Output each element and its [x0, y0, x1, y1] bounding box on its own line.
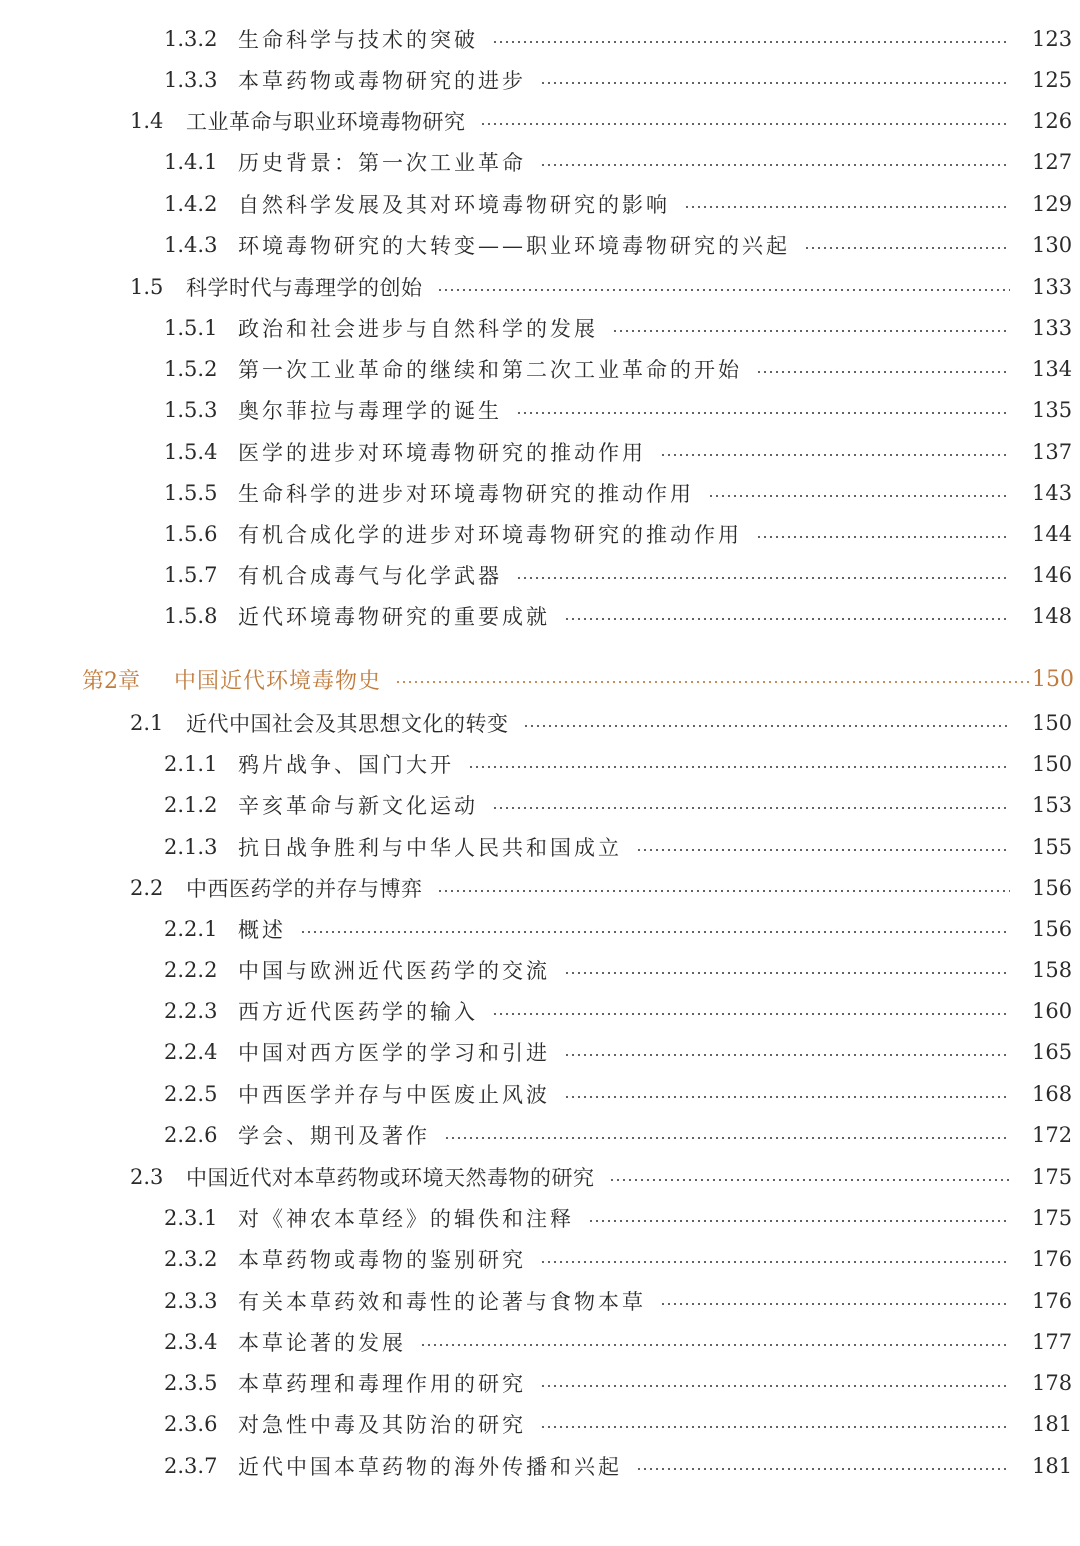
toc-entry-number: 1.5.1	[164, 316, 218, 340]
toc-entry-number: 2.2.3	[164, 999, 218, 1023]
dot-leader	[660, 1303, 1010, 1305]
toc-entry-title: 历史背景：第一次工业革命	[238, 151, 526, 175]
dot-leader	[636, 1468, 1010, 1470]
toc-entry	[0, 1446, 1080, 1486]
toc-entry-title: 有关本草药效和毒性的论著与食物本草	[238, 1290, 646, 1314]
toc-entry-page-number: 125	[1032, 68, 1073, 92]
dot-leader	[708, 495, 1010, 497]
dot-leader	[480, 123, 1011, 125]
toc-entry-title: 中国近代对本草药物或环境天然毒物的研究	[186, 1166, 595, 1190]
dot-leader	[420, 1344, 1010, 1346]
toc-entry-number: 1.3.3	[164, 68, 218, 92]
toc-entry-title: 工业革命与职业环境毒物研究	[186, 110, 466, 134]
toc-entry-title: 对《神农本草经》的辑佚和注释	[238, 1207, 574, 1231]
toc-entry	[0, 267, 1080, 307]
toc-entry-number: 2.2.2	[164, 958, 218, 982]
toc-entry-number: 1.5.8	[164, 604, 218, 628]
toc-entry-number: 1.4.3	[164, 233, 218, 257]
toc-entry-number: 2.2.6	[164, 1123, 218, 1147]
dot-leader	[444, 1137, 1010, 1139]
toc-entry-number: 1.5	[130, 275, 164, 299]
toc-entry-page-number: 123	[1032, 27, 1073, 51]
toc-entry-title: 本草论著的发展	[238, 1331, 406, 1355]
toc-entry-number: 2.3.6	[164, 1412, 218, 1436]
dot-leader	[300, 931, 1010, 933]
toc-entry-page-number: 143	[1032, 481, 1073, 505]
toc-entry	[0, 308, 1080, 348]
toc-entry-number: 1.5.3	[164, 398, 218, 422]
dot-leader	[437, 890, 1011, 892]
toc-entry	[0, 1157, 1080, 1197]
dot-leader	[437, 289, 1011, 291]
toc-entry-title: 抗日战争胜利与中华人民共和国成立	[238, 836, 622, 860]
dot-leader	[540, 1261, 1010, 1263]
toc-entry-page-number: 153	[1032, 793, 1073, 817]
toc-entry-page-number: 178	[1032, 1371, 1073, 1395]
toc-entry-page-number: 150	[1032, 752, 1073, 776]
toc-entry-page-number: 155	[1032, 835, 1073, 859]
toc-entry	[0, 1281, 1080, 1321]
toc-entry-page-number: 148	[1032, 604, 1073, 628]
toc-entry-title: 环境毒物研究的大转变——职业环境毒物研究的兴起	[238, 234, 790, 258]
toc-entry	[0, 868, 1080, 908]
toc-entry	[0, 827, 1080, 867]
dot-leader	[564, 618, 1010, 620]
toc-entry	[0, 991, 1080, 1031]
toc-entry-page-number: 133	[1032, 275, 1073, 299]
toc-entry-title: 辛亥革命与新文化运动	[238, 794, 478, 818]
dot-leader	[804, 247, 1010, 249]
toc-entry-title: 近代中国社会及其思想文化的转变	[186, 712, 509, 736]
toc-entry-page-number: 168	[1032, 1082, 1073, 1106]
toc-entry-number: 2.3.4	[164, 1330, 218, 1354]
toc-entry-page-number: 177	[1032, 1330, 1073, 1354]
toc-entry-page-number: 175	[1032, 1165, 1073, 1189]
dot-leader	[516, 412, 1010, 414]
toc-entry-number: 2.3.3	[164, 1289, 218, 1313]
dot-leader	[516, 577, 1010, 579]
toc-entry-number: 2.1.2	[164, 793, 218, 817]
toc-entry-number: 1.5.4	[164, 440, 218, 464]
dot-leader	[564, 1096, 1010, 1098]
toc-entry-page-number: 156	[1032, 876, 1073, 900]
toc-entry-page-number: 146	[1032, 563, 1073, 587]
toc-entry	[0, 703, 1080, 743]
toc-entry	[0, 432, 1080, 472]
toc-entry	[0, 1074, 1080, 1114]
toc-entry-title: 本草药物或毒物研究的进步	[238, 69, 526, 93]
toc-chapter-entry	[0, 659, 1080, 699]
dot-leader	[612, 330, 1010, 332]
dot-leader	[540, 1385, 1010, 1387]
toc-entry	[0, 1032, 1080, 1072]
dot-leader	[564, 1054, 1010, 1056]
toc-entry-title: 生命科学与技术的突破	[238, 28, 478, 52]
toc-entry-page-number: 126	[1032, 109, 1073, 133]
toc-entry-title: 医学的进步对环境毒物研究的推动作用	[238, 441, 646, 465]
dot-leader	[523, 725, 1011, 727]
toc-entry-page-number: 129	[1032, 192, 1073, 216]
toc-entry	[0, 142, 1080, 182]
toc-entry	[0, 950, 1080, 990]
toc-entry-number: 1.5.6	[164, 522, 218, 546]
toc-entry-page-number: 165	[1032, 1040, 1073, 1064]
toc-entry-number: 2.1	[130, 711, 164, 735]
dot-leader	[588, 1220, 1010, 1222]
toc-entry-number: 2.2	[130, 876, 164, 900]
toc-entry	[0, 60, 1080, 100]
toc-entry-number: 2.3.1	[164, 1206, 218, 1230]
toc-entry-number: 1.4.1	[164, 150, 218, 174]
dot-leader	[395, 681, 1030, 683]
toc-entry-number: 2.1.3	[164, 835, 218, 859]
toc-entry-number: 1.5.7	[164, 563, 218, 587]
dot-leader	[468, 766, 1010, 768]
toc-entry-title: 中国对西方医学的学习和引进	[238, 1041, 550, 1065]
toc-entry-title: 西方近代医药学的输入	[238, 1000, 478, 1024]
toc-entry-number: 2.3	[130, 1165, 164, 1189]
dot-leader	[609, 1179, 1011, 1181]
toc-entry-title: 生命科学的进步对环境毒物研究的推动作用	[238, 482, 694, 506]
toc-entry-title: 有机合成化学的进步对环境毒物研究的推动作用	[238, 523, 742, 547]
dot-leader	[684, 206, 1010, 208]
toc-entry	[0, 101, 1080, 141]
toc-entry	[0, 225, 1080, 265]
toc-entry-number: 2.3.7	[164, 1454, 218, 1478]
toc-entry-page-number: 176	[1032, 1289, 1073, 1313]
toc-entry-page-number: 176	[1032, 1247, 1073, 1271]
toc-entry-number: 1.4	[130, 109, 164, 133]
toc-entry-page-number: 127	[1032, 150, 1073, 174]
toc-entry-page-number: 181	[1032, 1412, 1073, 1436]
toc-entry-page-number: 160	[1032, 999, 1073, 1023]
dot-leader	[636, 849, 1010, 851]
toc-entry-number: 1.5.5	[164, 481, 218, 505]
toc-entry-page-number: 137	[1032, 440, 1073, 464]
toc-entry-title: 本草药理和毒理作用的研究	[238, 1372, 526, 1396]
toc-entry-title: 概述	[238, 918, 286, 942]
toc-entry-number: 1.5.2	[164, 357, 218, 381]
dot-leader	[540, 164, 1010, 166]
toc-entry-page-number: 150	[1032, 666, 1074, 692]
toc-entry-number: 2.2.1	[164, 917, 218, 941]
toc-entry	[0, 473, 1080, 513]
toc-entry-title: 奥尔菲拉与毒理学的诞生	[238, 399, 502, 423]
toc-entry-title: 学会、期刊及著作	[238, 1124, 430, 1148]
toc-entry	[0, 184, 1080, 224]
dot-leader	[540, 1426, 1010, 1428]
toc-entry-title: 有机合成毒气与化学武器	[238, 564, 502, 588]
toc-entry-title: 对急性中毒及其防治的研究	[238, 1413, 526, 1437]
toc-entry-number: 2.2.5	[164, 1082, 218, 1106]
dot-leader	[492, 41, 1010, 43]
toc-entry	[0, 1322, 1080, 1362]
toc-entry-number: 2.2.4	[164, 1040, 218, 1064]
dot-leader	[660, 454, 1010, 456]
toc-entry-title: 鸦片战争、国门大开	[238, 753, 454, 777]
toc-entry-title: 中西医学并存与中医废止风波	[238, 1083, 550, 1107]
toc-entry-number: 1.4.2	[164, 192, 218, 216]
toc-entry	[0, 1404, 1080, 1444]
toc-entry	[0, 514, 1080, 554]
toc-entry-title: 科学时代与毒理学的创始	[186, 276, 423, 300]
dot-leader	[564, 972, 1010, 974]
toc-entry-page-number: 150	[1032, 711, 1073, 735]
toc-entry	[0, 555, 1080, 595]
toc-entry	[0, 19, 1080, 59]
toc-entry-page-number: 156	[1032, 917, 1073, 941]
toc-entry-number: 第2章	[82, 668, 140, 694]
toc-entry-title: 第一次工业革命的继续和第二次工业革命的开始	[238, 358, 742, 382]
toc-entry	[0, 349, 1080, 389]
toc-entry-page-number: 181	[1032, 1454, 1073, 1478]
toc-entry-page-number: 135	[1032, 398, 1073, 422]
dot-leader	[492, 1013, 1010, 1015]
toc-entry-page-number: 130	[1032, 233, 1073, 257]
toc-entry	[0, 390, 1080, 430]
toc-entry-title: 政治和社会进步与自然科学的发展	[238, 317, 598, 341]
toc-entry-title: 中国与欧洲近代医药学的交流	[238, 959, 550, 983]
toc-entry-page-number: 133	[1032, 316, 1073, 340]
toc-entry-title: 近代中国本草药物的海外传播和兴起	[238, 1455, 622, 1479]
toc-entry	[0, 1115, 1080, 1155]
toc-entry-title: 近代环境毒物研究的重要成就	[238, 605, 550, 629]
toc-entry-title: 自然科学发展及其对环境毒物研究的影响	[238, 193, 670, 217]
toc-entry	[0, 909, 1080, 949]
toc-entry-title: 中国近代环境毒物史	[174, 668, 382, 694]
dot-leader	[492, 807, 1010, 809]
dot-leader	[756, 371, 1010, 373]
toc-entry-page-number: 144	[1032, 522, 1073, 546]
toc-entry	[0, 785, 1080, 825]
toc-entry-page-number: 158	[1032, 958, 1073, 982]
dot-leader	[756, 536, 1010, 538]
toc-entry	[0, 1239, 1080, 1279]
dot-leader	[540, 82, 1010, 84]
toc-entry-number: 2.1.1	[164, 752, 218, 776]
toc-entry-number: 2.3.5	[164, 1371, 218, 1395]
toc-entry-number: 2.3.2	[164, 1247, 218, 1271]
toc-entry	[0, 596, 1080, 636]
toc-entry-title: 本草药物或毒物的鉴别研究	[238, 1248, 526, 1272]
toc-entry-page-number: 134	[1032, 357, 1073, 381]
toc-entry	[0, 1198, 1080, 1238]
toc-entry	[0, 744, 1080, 784]
toc-entry-page-number: 175	[1032, 1206, 1073, 1230]
toc-entry	[0, 1363, 1080, 1403]
toc-entry-number: 1.3.2	[164, 27, 218, 51]
toc-entry-page-number: 172	[1032, 1123, 1073, 1147]
toc-entry-title: 中西医药学的并存与博弈	[186, 877, 423, 901]
